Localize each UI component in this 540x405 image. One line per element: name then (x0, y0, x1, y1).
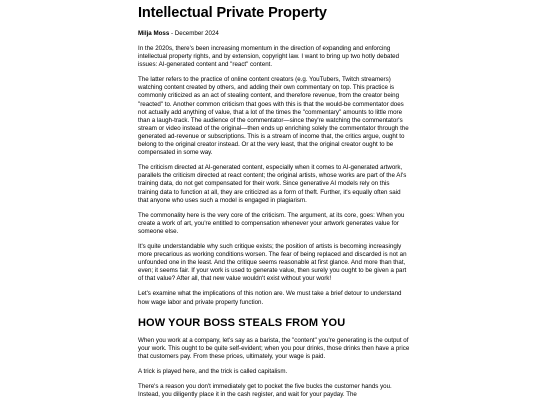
section-heading: HOW YOUR BOSS STEALS FROM YOU (138, 316, 346, 329)
byline (138, 30, 410, 38)
paragraph-barista: When you work at a company, let's say as a barista, the "content" you're generating is the output of your work. This ought to be quite self-evident; when you pour drinks, those drinks then have a price that customers pay. From these prices, ultimately, your wage is paid. (138, 336, 410, 360)
paragraph-cash-register: There's a reason you don't immediately get to pocket the five bucks the customer hands you. Instead, you diligently place it in the cash register, and wait for your payday. The (138, 383, 392, 399)
byline-separator: - (169, 30, 175, 37)
paragraph-react-content: The latter refers to the practice of online content creators (e.g. YouTubers, Twitch streamers) watching content created by others, and adding their own commentary on top. This practice is commonly criticized as an act of stealing content, and therefore revenue, from the creator being "reacted" to. Another common criticism that goes with this is that the would-be commentator does not actually add anything of value, that a lot of the times the "commentary" amounts to little more than a laugh-track. The audience of the commentator—since they're watching the commentator's stream or video instead of the original—then ends up enriching solely the commentator through the generated ad-revenue or subscriptions. This is a stream of income that, the critics argue, ought to belong to the original creator instead. Or at the very least, that the original creator ought to be compensated in some way. (138, 76, 409, 157)
paragraph-trick: A trick is played here, and the trick is called capitalism. (138, 367, 288, 375)
author-name: Milja Moss (138, 30, 170, 37)
article-title: Intellectual Private Property (138, 5, 327, 21)
paragraph-intro: In the 2020s, there's been increasing momentum in the direction of expanding and enforcing intellectual property rights, and by extension, copyright law. I want to bring up two hotly debated issues: AI-generated content and "react" content. (138, 45, 400, 69)
paragraph-commonality: The commonality here is the very core of the criticism. The argument, at its core, goes: When you create a work of art, you're entitled to compensation whenever your artwork generates value for someone else. (138, 211, 405, 235)
publish-date: December 2024 (174, 30, 219, 37)
paragraph-understandable: It's quite understandable why such critique exists; the position of artists is becoming increasingly more precarious as working conditions worsen. The fear of being replaced and discarded is not an unfounded one in the least. And the critique seems reasonable at first glance. And more than that, even; it seems fair. If your work is used to generate value, then surely you ought to be given a part of that value? After all, that new value wouldn't exist without your work! (138, 242, 407, 283)
paragraph-examine: Let's examine what the implications of this notion are. We must take a brief detour to understand how wage labor and private property function. (138, 290, 402, 306)
paragraph-ai-content: The criticism directed at AI-generated content, especially when it comes to AI-generated artwork, parallels the criticism directed at react content; the original artists, whose works are part of the AI's training data, do not get compensated for their work. Since generative AI models rely on this training data to function at all, they are criticized as a form of theft. Further, it's equally often said that anyone who uses such a model is engaged in plagiarism. (138, 164, 407, 204)
article (138, 0, 410, 399)
